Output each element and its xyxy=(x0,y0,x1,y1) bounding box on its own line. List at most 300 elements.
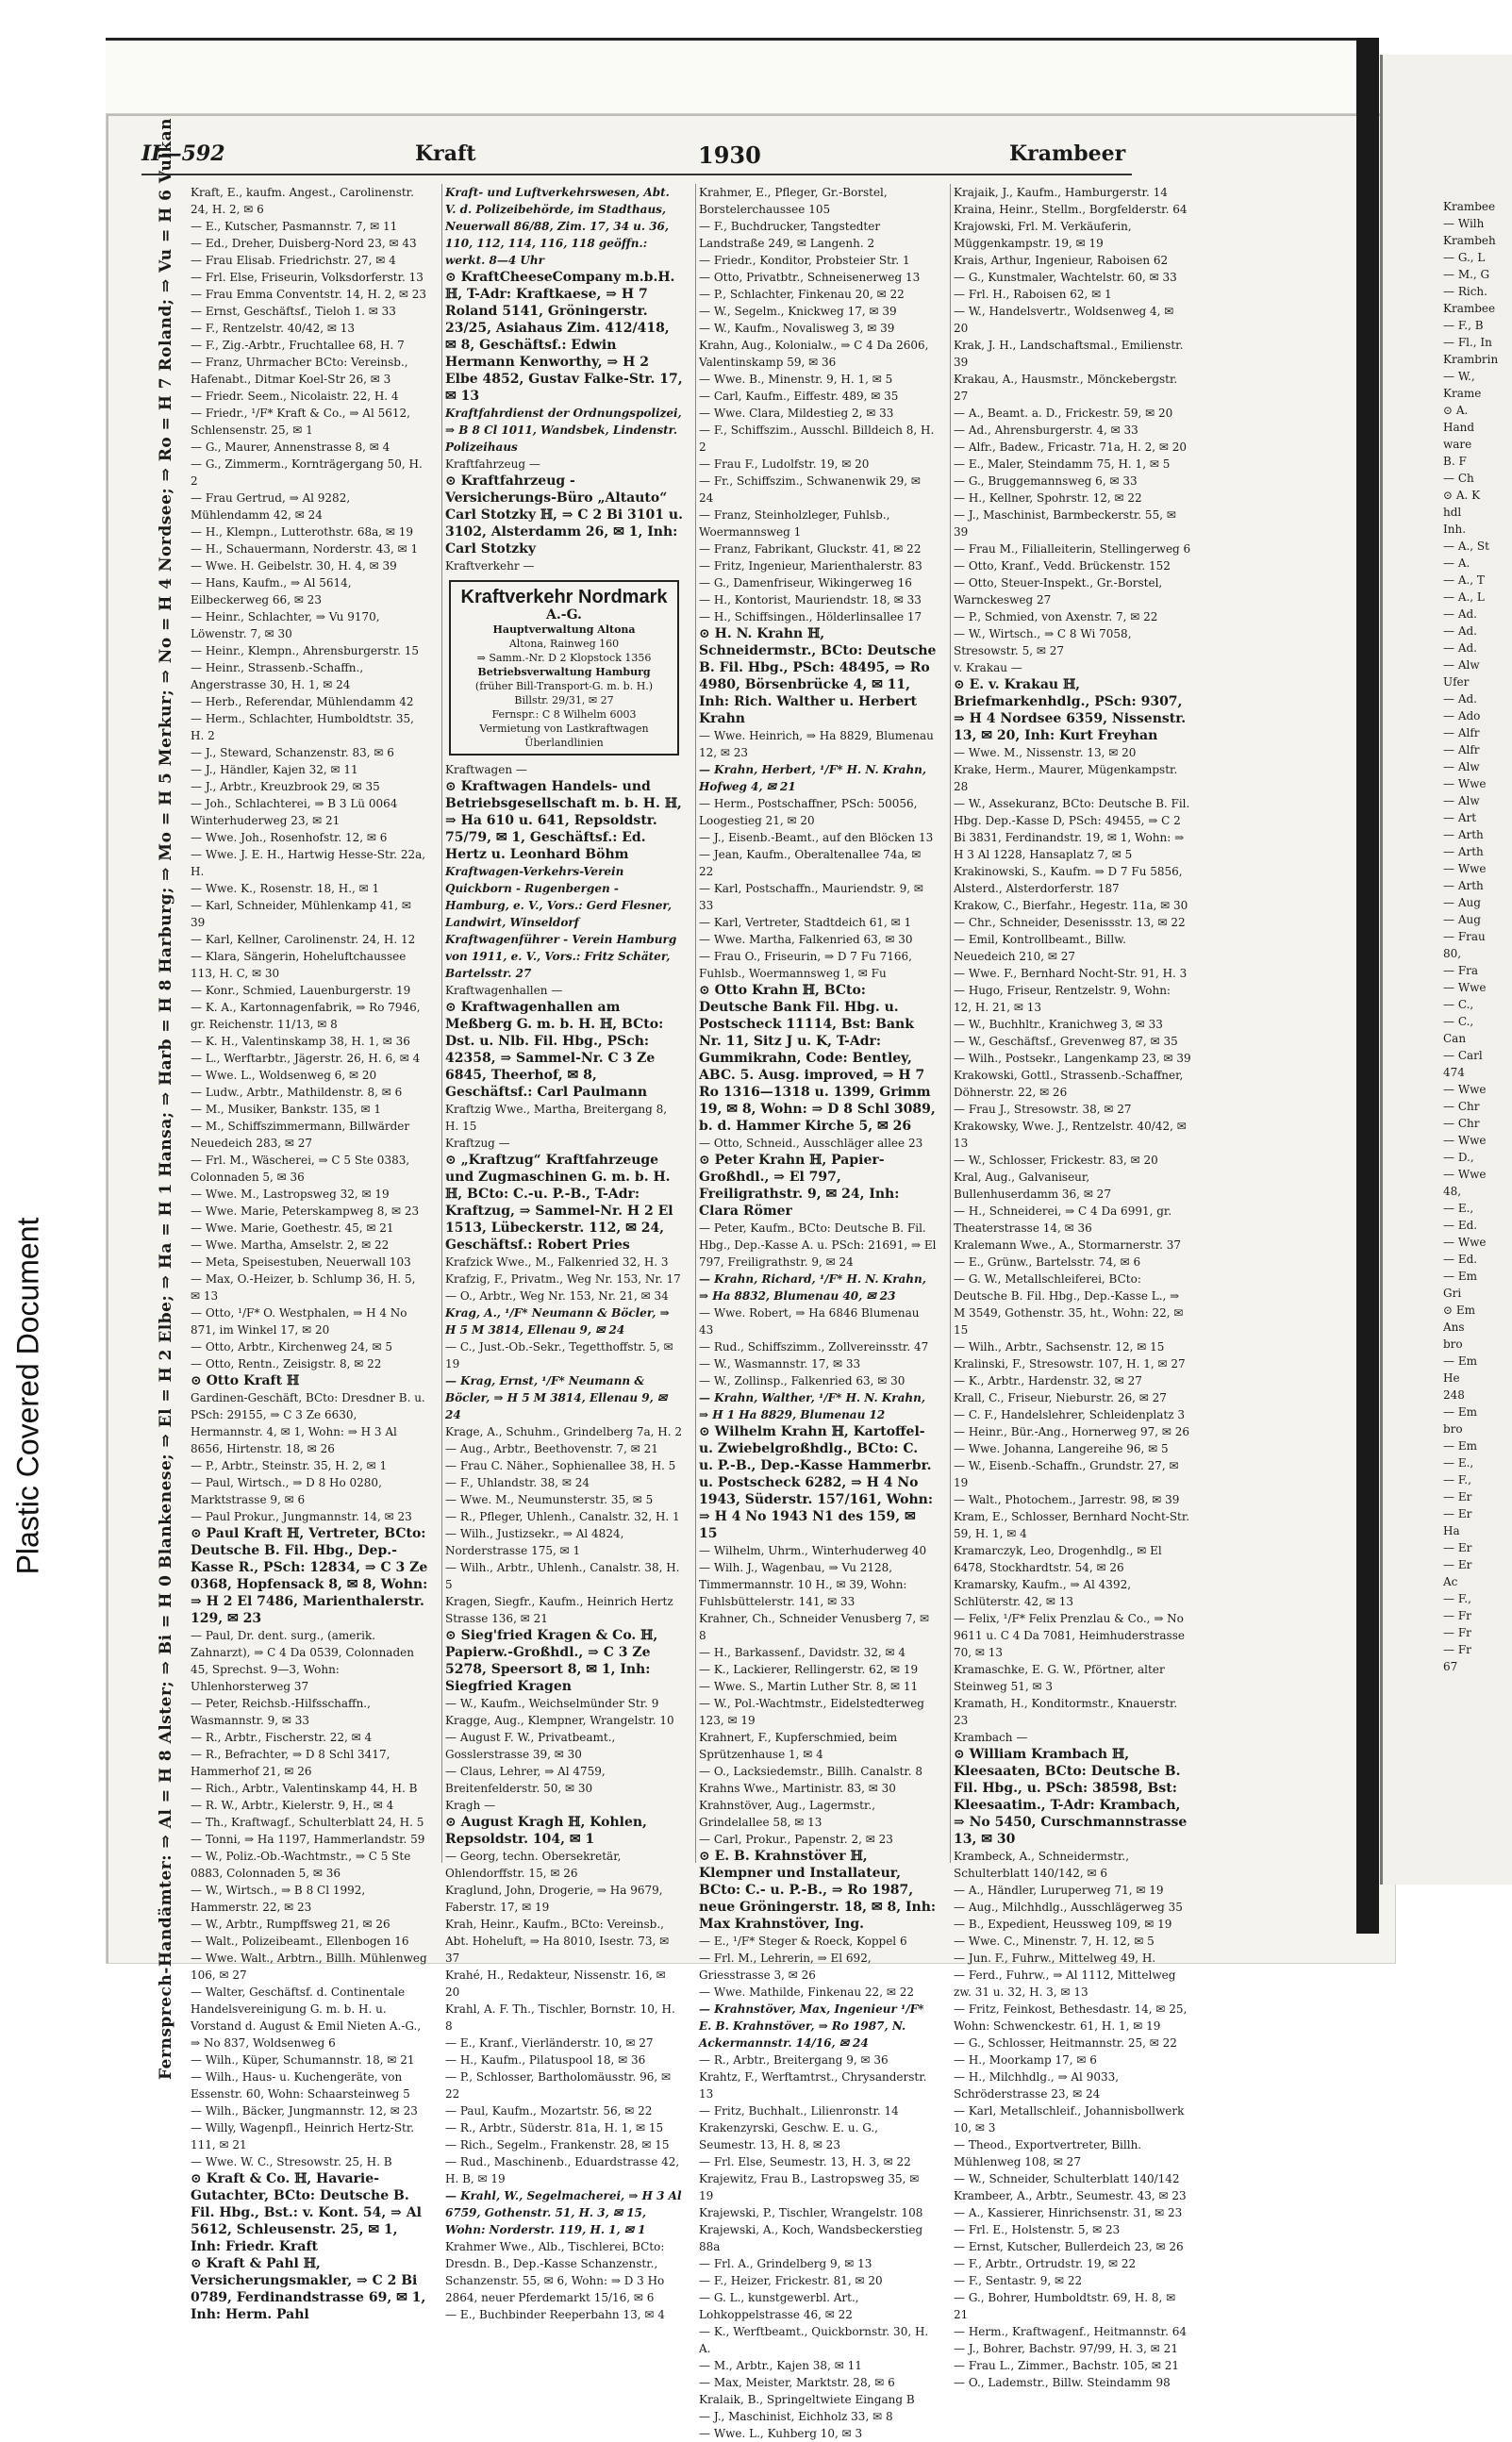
directory-entry: ⊙ William Krambach ℍ, Kleesaaten, BCto: Deutsche B. Fil. Hbg., u. PSch: 38598, Bst: Kleesaatim., T-Adr: Krambach, ⇒ No 5450, Curschmannstrasse 13, ✉ 30 xyxy=(954,1747,1188,1847)
ad-line: Fernspr.: C 8 Wilhelm 6003 xyxy=(491,708,637,721)
facing-page-fragment: Krambee xyxy=(1443,302,1496,315)
facing-page-fragment: — Ed. xyxy=(1443,1253,1478,1266)
facing-page-fragment: — E., xyxy=(1443,1202,1474,1215)
page-header xyxy=(141,141,1126,172)
directory-entry: — W., Poliz.-Ob.-Wachtmstr., ⇒ C 5 Ste 0883, Colonnaden 5, ✉ 36 xyxy=(191,1850,411,1880)
directory-entry: — K., Lackierer, Rellingerstr. 62, ✉ 19 xyxy=(699,1663,919,1676)
directory-entry: — H., Milchhdlg., ⇒ Al 9033, Schröderstrasse 23, ✉ 24 xyxy=(954,2070,1120,2101)
directory-entry: — Heinr., Klempn., Ahrensburgerstr. 15 xyxy=(191,644,420,657)
directory-entry: — G. L., kunstgewerbl. Art., Lohkoppelstrasse 46, ✉ 22 xyxy=(699,2291,859,2321)
directory-entry: Krage, A., Schuhm., Grindelberg 7a, H. 2 xyxy=(445,1425,682,1438)
facing-page-fragment: bro xyxy=(1443,1337,1463,1351)
facing-page-fragment: bro xyxy=(1443,1422,1463,1436)
directory-entry: ⊙ Kraftwagen Handels- und Betriebsgesellschaft m. b. H. ℍ, ⇒ Ha 610 u. 641, Repsoldstr. 75/79, ✉ 1, Geschäftsf.: Ed. Hertz u. Leonhard Böhm xyxy=(445,779,682,862)
directory-entry: Krahl, A. F. Th., Tischler, Bornstr. 10, H. 8 xyxy=(445,2002,675,2033)
directory-entry: — F., Sentastr. 9, ✉ 22 xyxy=(954,2274,1083,2287)
facing-page-fragment: — G., L xyxy=(1443,251,1486,264)
facing-page-fragment: Inh. xyxy=(1443,523,1467,536)
directory-entry: Gardinen-Geschäft, BCto: Dresdner B. u. PSch: 29155, ⇒ C 3 Ze 6630, Hermannstr. 4, ✉ 1, Wohn: ⇒ H 3 Al 8656, Hirtenstr. 18, ✉ 26 xyxy=(191,1391,425,1455)
facing-page-fragment: B. F xyxy=(1443,455,1467,468)
directory-entry: — G., Maurer, Annenstrasse 8, ✉ 4 xyxy=(191,440,390,454)
directory-entry: v. Krakau — xyxy=(954,661,1022,674)
directory-entry: — Walt., Polizeibeamt., Ellenbogen 16 xyxy=(191,1935,409,1948)
directory-entry: Krahn, Aug., Kolonialw., ⇒ C 4 Da 2606, Valentinskamp 59, ✉ 36 xyxy=(699,339,929,369)
directory-entry: — Peter, Reichsb.-Hilfsschaffn., Wasmannstr. 9, ✉ 33 xyxy=(191,1697,371,1727)
directory-entry: Kraftverkehr — xyxy=(445,559,535,573)
facing-page-fragment: 67 xyxy=(1443,1660,1458,1673)
directory-entry: Krahnstöver, Aug., Lagermstr., Grindelallee 58, ✉ 13 xyxy=(699,1799,876,1829)
facing-page-fragment: — Ad. xyxy=(1443,641,1477,655)
directory-entry: — H., Moorkamp 17, ✉ 6 xyxy=(954,2053,1097,2067)
facing-page-fragment: — F., xyxy=(1443,1473,1471,1487)
facing-page-fragment: hdl xyxy=(1443,506,1462,519)
directory-entry: ⊙ Otto Kraft ℍ xyxy=(191,1373,300,1388)
facing-page-fragment: — Art xyxy=(1443,811,1477,824)
directory-entry: Krafzick Wwe., M., Falkenried 32, H. 3 xyxy=(445,1255,669,1269)
facing-page-fragment: — F., B xyxy=(1443,319,1484,332)
directory-entry: — Paul Prokur., Jungmannstr. 14, ✉ 23 xyxy=(191,1510,412,1523)
facing-page-fragment: — Wwe xyxy=(1443,1134,1487,1147)
directory-entry: Krakowski, Gottl., Strassenb.-Schaffner, Döhnerstr. 22, ✉ 26 xyxy=(954,1069,1184,1099)
facing-page-fragment: — Aug xyxy=(1443,913,1481,926)
directory-entry: — Frau M., Filialleiterin, Stellingerweg 6 xyxy=(954,542,1191,556)
directory-entry: — Paul, Wirtsch., ⇒ D 8 Ho 0280, Marktstrasse 9, ✉ 6 xyxy=(191,1476,382,1506)
directory-entry: — Krahn, Walther, ¹/F* H. N. Krahn, ⇒ H 1 Ha 8829, Blumenau 12 xyxy=(699,1391,925,1421)
facing-page-fragment: ⊙ A. K xyxy=(1443,489,1481,502)
directory-entry: ⊙ Sieg'fried Kragen & Co. ℍ, Papierw.-Großhdl., ⇒ C 3 Ze 5278, Speersort 8, ✉ 1, Inh: Siegfried Kragen xyxy=(445,1628,658,1694)
ad-line: Hauptverwaltung Altona xyxy=(492,623,636,636)
facing-page-fragment: — Wwe xyxy=(1443,777,1487,790)
directory-entry: — Wilh., Justizsekr., ⇒ Al 4824, Norderstrasse 175, ✉ 1 xyxy=(445,1527,624,1557)
directory-entry: — Wwe. B., Minenstr. 9, H. 1, ✉ 5 xyxy=(699,373,893,386)
directory-entry: Krambach — xyxy=(954,1731,1028,1744)
directory-entry: ⊙ Peter Krahn ℍ, Papier-Großhdl., ⇒ El 797, Freiligrathstr. 9, ✉ 24, Inh: Clara Römer xyxy=(699,1153,900,1219)
facing-page-fragment: — Arth xyxy=(1443,879,1484,892)
directory-entry: — Wwe. M., Lastropsweg 32, ✉ 19 xyxy=(191,1188,390,1201)
facing-page-fragment: — E., xyxy=(1443,1456,1474,1470)
directory-entry: — Ernst, Geschäftsf., Tieloh 1. ✉ 33 xyxy=(191,305,396,318)
directory-entry: ⊙ KraftCheeseCompany m.b.H. ℍ, T-Adr: Kraftkaese, ⇒ H 7 Roland 5141, Gröningerstr. 23/25, Asiahaus Zim. 412/418, ✉ 8, Geschäftsf.: Edwin Hermann Kenworthy, ⇒ H 2 Elbe 4852, Gustav Falke-Str. 17, ✉ 13 xyxy=(445,270,683,404)
directory-entry: — R., Arbtr., Fischerstr. 22, ✉ 4 xyxy=(191,1731,373,1744)
directory-entry: — G., Schlosser, Heitmannstr. 25, ✉ 22 xyxy=(954,2036,1177,2050)
directory-entry: — Heinr., Schlachter, ⇒ Vu 9170, Löwenstr. 7, ✉ 30 xyxy=(191,610,380,640)
facing-page-fragment: — F., xyxy=(1443,1592,1471,1605)
ad-line: ⇒ Samm.-Nr. D 2 Klopstock 1356 xyxy=(476,652,652,664)
directory-entry: — W., Kaufm., Weichselmünder Str. 9 xyxy=(445,1697,659,1710)
directory-entry: — Frau Elisab. Friedrichstr. 27, ✉ 4 xyxy=(191,254,396,267)
directory-entry: ⊙ Kraft & Pahl ℍ, Versicherungsmakler, ⇒ C 2 Bi 0789, Ferdinandstrasse 69, ✉ 1, Inh: Herm. Pahl xyxy=(191,2256,426,2322)
directory-entry: — Carl, Kaufm., Eiffestr. 489, ✉ 35 xyxy=(699,390,899,403)
directory-entry: — Jun. F., Fuhrw., Mittelweg 49, H. xyxy=(954,1952,1156,1965)
directory-entry: — Walt., Photochem., Jarrestr. 98, ✉ 39 xyxy=(954,1493,1180,1506)
directory-entry: ⊙ Otto Krahn ℍ, BCto: Deutsche Bank Fil. Hbg. u. Postscheck 11114, Bst: Bank Nr. 11, Sitz J u. K, T-Adr: Gummikrahn, Code: Bentley, ABC. 5. Ausg. improved, ⇒ H 7 Ro 1316—1318 u. 1399, Grimm 19, ✉ 8, Wohn: ⇒ D 8 Schl 3089, b. d. Hammer Kirche 5, ✉ 26 xyxy=(699,983,936,1134)
directory-entry: — Georg, techn. Obersekretär, Ohlendorffstr. 15, ✉ 26 xyxy=(445,1850,622,1880)
directory-entry: — Wwe. Clara, Mildestieg 2, ✉ 33 xyxy=(699,407,894,420)
facing-page-fragment: — M., G xyxy=(1443,268,1490,281)
directory-entry: — R., Arbtr., Süderstr. 81a, H. 1, ✉ 15 xyxy=(445,2121,664,2135)
directory-entry: — Otto, Kranf., Vedd. Brückenstr. 152 xyxy=(954,559,1171,573)
directory-entry: Kram, E., Schlosser, Bernhard Nocht-Str. 59, H. 1, ✉ 4 xyxy=(954,1510,1190,1540)
ad-line: Vermietung von Lastkraftwagen xyxy=(479,723,649,735)
directory-entry: — G., Kunstmaler, Wachtelstr. 60, ✉ 33 xyxy=(954,271,1177,284)
directory-entry: Krall, C., Friseur, Nieburstr. 26, ✉ 27 xyxy=(954,1391,1167,1404)
directory-entry: — Max, O.-Heizer, b. Schlump 36, H. 5, ✉ 13 xyxy=(191,1272,416,1303)
directory-entry: — W., Zollinsp., Falkenried 63, ✉ 30 xyxy=(699,1374,906,1387)
facing-page-fragment: — A., T xyxy=(1443,573,1485,587)
directory-entry: — W., Segelm., Knickweg 17, ✉ 39 xyxy=(699,305,897,318)
directory-entry: Kral, Aug., Galvaniseur, Bullenhuserdamm 36, ✉ 27 xyxy=(954,1171,1111,1201)
facing-page-fragment: — Er xyxy=(1443,1507,1472,1520)
facing-page-fragment: — C., xyxy=(1443,998,1474,1011)
facing-page-fragment: — Wilh xyxy=(1443,217,1485,230)
directory-entry: — W., Wasmannstr. 17, ✉ 33 xyxy=(699,1357,861,1371)
directory-entry: Kraftfahrdienst der Ordnungspolizei, ⇒ B 8 Cl 1011, Wandsbek, Lindenstr. Polizeihaus xyxy=(445,407,682,454)
directory-entry: — J., Eisenb.-Beamt., auf den Blöcken 13 xyxy=(699,831,934,844)
directory-entry: — Wwe. Heinrich, ⇒ Ha 8829, Blumenau 12, ✉ 23 xyxy=(699,729,934,759)
directory-entry: — Wilh., Küper, Schumannstr. 18, ✉ 21 xyxy=(191,2053,415,2067)
directory-entry: — Heinr., Bür.-Ang., Hornerweg 97, ✉ 26 xyxy=(954,1425,1190,1438)
facing-page-fragment: Ha xyxy=(1443,1524,1460,1537)
directory-entry: — Frl. M., Wäscherei, ⇒ C 5 Ste 0383, Colonnaden 5, ✉ 36 xyxy=(191,1154,410,1184)
directory-entry: — Krahn, Herbert, ¹/F* H. N. Krahn, Hofweg 4, ✉ 21 xyxy=(699,763,927,793)
directory-entry: — Krahn, Richard, ¹/F* H. N. Krahn, ⇒ Ha 8832, Blumenau 40, ✉ 23 xyxy=(699,1272,926,1303)
directory-entry: Krambeck, A., Schneidermstr., Schulterblatt 140/142, ✉ 6 xyxy=(954,1850,1130,1880)
facing-page-fragment: — Fra xyxy=(1443,964,1479,977)
facing-page-fragment: 474 xyxy=(1443,1066,1465,1079)
directory-entry: Krake, Herm., Maurer, Mügenkampstr. 28 xyxy=(954,763,1178,793)
facing-page-fragment: — Wwe xyxy=(1443,1168,1487,1181)
directory-entry: Krajowski, Frl. M. Verkäuferin, Müggenkampstr. 19, ✉ 19 xyxy=(954,220,1132,250)
directory-entry: Kralaik, B., Springeltwiete Eingang B xyxy=(699,2393,915,2406)
directory-entry: Kraft, E., kaufm. Angest., Carolinenstr. 24, H. 2, ✉ 6 xyxy=(191,186,414,216)
directory-entry: — M., Arbtr., Kajen 38, ✉ 11 xyxy=(699,2359,862,2372)
directory-entry: Kramaschke, E. G. W., Pförtner, alter Steinweg 51, ✉ 3 xyxy=(954,1663,1165,1693)
facing-page-fragment: — Alw xyxy=(1443,658,1480,672)
directory-entry: — Heinr., Strassenb.-Schaffn., Angerstrasse 30, H. 1, ✉ 24 xyxy=(191,661,364,691)
directory-entry: Kraftwagen — xyxy=(445,763,527,776)
directory-entry: — Herm., Kraftwagenf., Heitmannstr. 64 xyxy=(954,2325,1187,2338)
directory-entry: ⊙ H. N. Krahn ℍ, Schneidermstr., BCto: Deutsche B. Fil. Hbg., PSch: 48495, ⇒ Ro 4980, Börsenbrücke 4, ✉ 11, Inh: Rich. Walther u. Herbert Krahn xyxy=(699,626,937,726)
directory-entry: — Frl. Else, Friseurin, Volksdorferstr. 13 xyxy=(191,271,424,284)
directory-entry: — Frau J., Stresowstr. 38, ✉ 27 xyxy=(954,1103,1132,1116)
header-keyword-left: Kraft xyxy=(415,141,476,166)
directory-entry: — Frau L., Zimmer., Bachstr. 105, ✉ 21 xyxy=(954,2359,1180,2372)
directory-entry: — H., Kellner, Spohrstr. 12, ✉ 22 xyxy=(954,491,1142,505)
facing-page-fragment: — Ad. xyxy=(1443,692,1477,706)
directory-entry: — Fritz, Ingenieur, Marienthalerstr. 83 xyxy=(699,559,922,573)
directory-entry: — Wwe. H. Geibelstr. 30, H. 4, ✉ 39 xyxy=(191,559,397,573)
directory-entry: Kraft- und Luftverkehrswesen, Abt. V. d. Polizeibehörde, im Stadthaus, Neuerwall 86/88, Zim. 17, 34 u. 36, 110, 112, 114, 116, 118 geöffn.: werkt. 8—4 Uhr xyxy=(445,186,670,267)
facing-page-fragment: — C., xyxy=(1443,1015,1474,1028)
directory-entry: — Wwe. Martha, Falkenried 63, ✉ 30 xyxy=(699,933,913,946)
directory-entry: — Ed., Dreher, Duisberg-Nord 23, ✉ 43 xyxy=(191,237,417,250)
directory-entry: — H., Kaufm., Pilatuspool 18, ✉ 36 xyxy=(445,2053,646,2067)
directory-entry: Kraftwagen-Verkehrs-Verein Quickborn - Rugenbergen - Hamburg, e. V., Vors.: Gerd Flesner, Landwirt, Winseldorf xyxy=(445,865,673,929)
directory-entry: — Herm., Schlachter, Humboldtstr. 35, H. 2 xyxy=(191,712,414,742)
directory-entry: — A., Händler, Luruperweg 71, ✉ 19 xyxy=(954,1884,1164,1897)
directory-entry: — Frau F., Ludolfstr. 19, ✉ 20 xyxy=(699,457,870,471)
directory-entry: — Meta, Speisestuben, Neuerwall 103 xyxy=(191,1255,411,1269)
directory-entry: — J., Maschinist, Eichholz 33, ✉ 8 xyxy=(699,2410,893,2423)
directory-entry: — C., Just.-Ob.-Sekr., Tegetthoffstr. 5, ✉ 19 xyxy=(445,1340,673,1371)
directory-entry: Krah, Heinr., Kaufm., BCto: Vereinsb., Abt. Hoheluft, ⇒ Ha 8010, Isestr. 73, ✉ 37 xyxy=(445,1918,670,1965)
directory-entry: Krakenzyrski, Geschw. E. u. G., Seumestr. 13, H. 8, ✉ 23 xyxy=(699,2121,878,2151)
facing-page-fragment: — Alw xyxy=(1443,794,1480,807)
directory-entry: — G. W., Metallschleiferei, BCto: Deutsche B. Fil. Hbg., Dep.-Kasse L., ⇒ M 3549, Gothenstr. 35, ht., Wohn: 22, ✉ 15 xyxy=(954,1272,1184,1337)
directory-entry: — Alfr., Badew., Fricastr. 71a, H. 2, ✉ 20 xyxy=(954,440,1188,454)
directory-entry: ⊙ Kraft & Co. ℍ, Havarie-Gutachter, BCto: Deutsche B. Fil. Hbg., Bst.: v. Kont. 54, ⇒ Al 5612, Schleusenstr. 25, ✉ 1, Inh: Friedr. Kraft xyxy=(191,2171,422,2254)
directory-entry: — Krahnstöver, Max, Ingenieur ¹/F* E. B. Krahnstöver, ⇒ Ro 1987, N. Ackermannstr. 14/16, ✉ 24 xyxy=(699,2002,924,2050)
facing-page-fragment: ⊙ Em xyxy=(1443,1304,1476,1317)
directory-entry: — Fritz, Buchhalt., Lilienronstr. 14 xyxy=(699,2104,899,2118)
directory-entry: — Wilh., Arbtr., Sachsenstr. 12, ✉ 15 xyxy=(954,1340,1165,1354)
directory-entry: — R., Pfleger, Uhlenh., Canalstr. 32, H. 1 xyxy=(445,1510,680,1523)
directory-entry: Krahner, Ch., Schneider Venusberg 7, ✉ 8 xyxy=(699,1612,930,1642)
directory-entry: — W., Arbtr., Rumpffsweg 21, ✉ 26 xyxy=(191,1918,390,1931)
directory-column-1 xyxy=(191,184,428,2322)
directory-entry: — Ernst, Kutscher, Bullerdeich 23, ✉ 26 xyxy=(954,2240,1184,2253)
directory-entry: — K., Werftbeamt., Quickbornstr. 30, H. A. xyxy=(699,2325,929,2355)
directory-entry: — Franz, Fabrikant, Gluckstr. 41, ✉ 22 xyxy=(699,542,922,556)
directory-entry: — Wwe. M., Neumunsterstr. 35, ✉ 5 xyxy=(445,1493,654,1506)
directory-entry: — W., Eisenb.-Schaffn., Grundstr. 27, ✉ 19 xyxy=(954,1459,1179,1489)
directory-entry: Kragh — xyxy=(445,1799,496,1812)
ad-line: Überlandlinien xyxy=(524,737,604,749)
directory-entry: — Emil, Kontrollbeamt., Billw. Neuedeich 210, ✉ 27 xyxy=(954,933,1126,963)
facing-page-fragment: 48, xyxy=(1443,1185,1462,1198)
directory-entry: — Frl. E., Holstenstr. 5, ✉ 23 xyxy=(954,2223,1121,2236)
directory-entry: — Peter, Kaufm., BCto: Deutsche B. Fil. Hbg., Dep.-Kasse A. u. PSch: 21691, ⇒ El 797, Freiligrathstr. 9, ✉ 24 xyxy=(699,1221,937,1269)
directory-entry: — P., Schlosser, Bartholomäusstr. 96, ✉ 22 xyxy=(445,2070,672,2101)
facing-page-fragment: — Arth xyxy=(1443,845,1484,858)
directory-entry: — Wwe. Joh., Rosenhofstr. 12, ✉ 6 xyxy=(191,831,388,844)
directory-entry: Krakowsky, Wwe. J., Rentzelstr. 40/42, ✉ 13 xyxy=(954,1120,1187,1150)
directory-entry: — Karl, Postschaffn., Mauriendstr. 9, ✉ 33 xyxy=(699,882,923,912)
directory-entry: — J., Bohrer, Bachstr. 97/99, H. 3, ✉ 21 xyxy=(954,2342,1178,2355)
facing-page-fragment: — Ado xyxy=(1443,709,1481,723)
page-number: II—592 xyxy=(141,141,225,166)
directory-entry: — Ferd., Fuhrw., ⇒ Al 1112, Mittelweg zw. 31 u. 32, H. 3, ✉ 13 xyxy=(954,1969,1176,1999)
facing-page-fragment: — Ad. xyxy=(1443,607,1477,621)
header-rule xyxy=(141,174,1132,175)
directory-entry: — R. W., Arbtr., Kielerstr. 9, H., ✉ 4 xyxy=(191,1799,394,1812)
directory-entry: — Willy, Wagenpfl., Heinrich Hertz-Str. 111, ✉ 21 xyxy=(191,2121,415,2151)
facing-page-fragment: — Fr xyxy=(1443,1609,1471,1622)
directory-entry: Kragge, Aug., Klempner, Wrangelstr. 10 xyxy=(445,1714,674,1727)
side-label: Plastic Covered Document xyxy=(10,1217,45,1575)
facing-page-fragment: He xyxy=(1443,1371,1460,1385)
directory-entry: — Karl, Vertreter, Stadtdeich 61, ✉ 1 xyxy=(699,916,912,929)
directory-entry: — E., Grünw., Bartelsstr. 74, ✉ 6 xyxy=(954,1255,1141,1269)
directory-entry: — Karl, Kellner, Carolinenstr. 24, H. 12 xyxy=(191,933,416,946)
facing-page-fragment: ware xyxy=(1443,438,1472,451)
directory-entry: — Wilhelm, Uhrm., Winterhuderweg 40 xyxy=(699,1544,927,1557)
directory-entry: — Wilh., Bäcker, Jungmannstr. 12, ✉ 23 xyxy=(191,2104,418,2118)
facing-page-column xyxy=(1443,198,1509,1675)
directory-entry: — Frau Emma Conventstr. 14, H. 2, ✉ 23 xyxy=(191,288,427,301)
directory-entry: — H., Kontorist, Mauriendstr. 18, ✉ 33 xyxy=(699,593,922,606)
directory-entry: — Karl, Schneider, Mühlenkamp 41, ✉ 39 xyxy=(191,899,411,929)
directory-entry: — F., Schiffszim., Ausschl. Billdeich 8, H. 2 xyxy=(699,424,935,454)
facing-page-fragment: — Alfr xyxy=(1443,726,1480,739)
directory-entry: — Hugo, Friseur, Rentzelstr. 9, Wohn: 12, H. 21, ✉ 13 xyxy=(954,984,1171,1014)
column-divider xyxy=(950,184,951,1863)
directory-entry: — Wwe. Marie, Goethestr. 45, ✉ 21 xyxy=(191,1221,394,1235)
directory-entry: ⊙ Kraftfahrzeug - Versicherungs-Büro „Altauto“ Carl Stotzky ℍ, ⇒ C 2 Bi 3101 u. 3102, Alsterdamm 26, ✉ 1, Inh: Carl Stotzky xyxy=(445,473,683,557)
directory-entry: Krajewski, P., Tischler, Wrangelstr. 108 xyxy=(699,2206,923,2219)
directory-entry: ⊙ August Kragh ℍ, Kohlen, Repsoldstr. 104, ✉ 1 xyxy=(445,1815,647,1847)
directory-entry: — Jean, Kaufm., Oberaltenallee 74a, ✉ 22 xyxy=(699,848,922,878)
ad-line: Altona, Rainweg 160 xyxy=(508,638,620,650)
directory-entry: — Otto, Steuer-Inspekt., Gr.-Borstel, Warnckesweg 27 xyxy=(954,576,1163,606)
directory-entry: Krahtz, F., Werftamtrst., Chrysanderstr. 13 xyxy=(699,2070,927,2101)
directory-entry: Kralinski, F., Stresowstr. 107, H. 1, ✉ 27 xyxy=(954,1357,1186,1371)
directory-entry: — W., Handelsvertr., Woldsenweg 4, ✉ 20 xyxy=(954,305,1174,335)
facing-page-fragment: — A., L xyxy=(1443,590,1485,604)
directory-entry: — W., Assekuranz, BCto: Deutsche B. Fil. Hbg. Dep.-Kasse D, PSch: 49455, ⇒ C 2 Bi 3831, Ferdinandstr. 19, ✉ 1, Wohn: ⇒ H 3 Al 1228, Hansaplatz 7, ✉ 5 xyxy=(954,797,1190,861)
directory-entry: — Wwe. S., Martin Luther Str. 8, ✉ 11 xyxy=(699,1680,919,1693)
header-keyword-right: Krambeer xyxy=(1009,141,1126,166)
header-year: 1930 xyxy=(698,141,761,169)
column-divider xyxy=(441,184,442,1863)
directory-entry: — Otto, Privatbtr., Schneisenerweg 13 xyxy=(699,271,921,284)
facing-page-fragment: ⊙ A. xyxy=(1443,404,1469,417)
directory-entry: — Wwe. Walt., Arbtrn., Billh. Mühlenweg 106, ✉ 27 xyxy=(191,1952,427,1982)
directory-entry: ⊙ Paul Kraft ℍ, Vertreter, BCto: Deutsche B. Fil. Hbg., Dep.-Kasse R., PSch: 12834, ⇒ C 3 Ze 0368, Hopfensack 8, ✉ 8, Wohn: ⇒ H 2 El 7486, Marienthalerstr. 129, ✉ 23 xyxy=(191,1526,428,1626)
directory-entry: — Fr., Schiffszim., Schwanenwik 29, ✉ 24 xyxy=(699,474,921,505)
directory-entry: — M., Schiffszimmermann, Billwärder Neuedeich 283, ✉ 27 xyxy=(191,1120,410,1150)
directory-entry: — E., Kutscher, Pasmannstr. 7, ✉ 11 xyxy=(191,220,398,233)
facing-page-fragment: — Aug xyxy=(1443,896,1481,909)
facing-page-fragment: — Chr xyxy=(1443,1100,1480,1113)
directory-entry: — Wilh. J., Wagenbau, ⇒ Vu 2128, Timmermannstr. 10 H., ✉ 39, Wohn: Fuhlsbüttelerstr. 141, ✉ 33 xyxy=(699,1561,907,1608)
directory-entry: Krafzig, F., Privatm., Weg Nr. 153, Nr. 17 xyxy=(445,1272,681,1286)
directory-entry: — Aug., Milchhdlg., Ausschlägerweg 35 xyxy=(954,1901,1183,1914)
directory-entry: — P., Schlachter, Finkenau 20, ✉ 22 xyxy=(699,288,905,301)
directory-entry: Krajewski, A., Koch, Wandsbeckerstieg 88a xyxy=(699,2223,923,2253)
directory-entry: — Karl, Metallschleif., Johannisbollwerk 10, ✉ 3 xyxy=(954,2104,1185,2135)
directory-entry: — Joh., Schlachterei, ⇒ B 3 Lü 0064 Winterhuderweg 23, ✉ 21 xyxy=(191,797,398,827)
directory-entry: — Frl. M., Lehrerin, ⇒ El 692, Griesstrasse 3, ✉ 26 xyxy=(699,1952,872,1982)
directory-entry: — H., Schneiderei, ⇒ C 4 Da 6991, gr. Theaterstrasse 14, ✉ 36 xyxy=(954,1204,1172,1235)
facing-page-fragment: — Wwe xyxy=(1443,981,1487,994)
directory-entry: — P., Schmied, von Axenstr. 7, ✉ 22 xyxy=(954,610,1158,623)
directory-entry: Kraftwagenhallen — xyxy=(445,984,563,997)
directory-entry: — A., Kassierer, Hinrichsenstr. 31, ✉ 23 xyxy=(954,2206,1183,2219)
facing-page-fragment: Gri xyxy=(1443,1287,1462,1300)
directory-entry: — Ludw., Arbtr., Mathildenstr. 8, ✉ 6 xyxy=(191,1086,403,1099)
directory-entry: — P., Arbtr., Steinstr. 35, H. 2, ✉ 1 xyxy=(191,1459,388,1472)
directory-entry: — J., Händler, Kajen 32, ✉ 11 xyxy=(191,763,358,776)
directory-entry: — O., Arbtr., Weg Nr. 153, Nr. 21, ✉ 34 xyxy=(445,1289,669,1303)
facing-page-fragment: — Rich. xyxy=(1443,285,1487,298)
directory-entry: — Frl. A., Grindelberg 9, ✉ 13 xyxy=(699,2257,872,2270)
directory-column-4 xyxy=(954,184,1191,2389)
directory-entry: — J., Steward, Schanzenstr. 83, ✉ 6 xyxy=(191,746,394,759)
directory-entry: — Rud., Schiffszimm., Zollvereinsstr. 47 xyxy=(699,1340,929,1354)
directory-entry: — W., Schneider, Schulterblatt 140/142 xyxy=(954,2172,1180,2185)
directory-entry: Krahé, H., Redakteur, Nissenstr. 16, ✉ 20 xyxy=(445,1969,666,1999)
directory-entry: — K. H., Valentinskamp 38, H. 1, ✉ 36 xyxy=(191,1035,410,1048)
directory-entry: — Fritz, Feinkost, Bethesdastr. 14, ✉ 25, Wohn: Schwenckestr. 61, H. 1, ✉ 19 xyxy=(954,2002,1188,2033)
directory-entry: Kramath, H., Konditormstr., Knauerstr. 23 xyxy=(954,1697,1178,1727)
directory-entry: — Rich., Arbtr., Valentinskamp 44, H. B xyxy=(191,1782,418,1795)
directory-entry: — Wwe. C., Minenstr. 7, H. 12, ✉ 5 xyxy=(954,1935,1155,1948)
facing-page-fragment: Ac xyxy=(1443,1575,1458,1588)
facing-page-fragment: — Fl., In xyxy=(1443,336,1492,349)
directory-entry: — R., Arbtr., Breitergang 9, ✉ 36 xyxy=(699,2053,889,2067)
facing-page-fragment: — Er xyxy=(1443,1558,1472,1571)
directory-entry: — F., Zig.-Arbtr., Fruchtallee 68, H. 7 xyxy=(191,339,405,352)
directory-entry: Kraftzig Wwe., Martha, Breitergang 8, H. 15 xyxy=(445,1103,668,1133)
directory-entry: Krak, J. H., Landschaftsmal., Emilienstr. 39 xyxy=(954,339,1184,369)
directory-entry: — G., Bruggemannsweg 6, ✉ 33 xyxy=(954,474,1138,488)
ad-line: Betriebsverwaltung Hamburg xyxy=(477,666,651,678)
directory-entry: Krag, A., ¹/F* Neumann & Böcler, ⇒ H 5 M 3814, Ellenau 9, ✉ 24 xyxy=(445,1306,670,1337)
directory-entry: Krajewitz, Frau B., Lastropsweg 35, ✉ 19 xyxy=(699,2172,920,2202)
facing-page-fragment: — Ch xyxy=(1443,472,1474,485)
facing-page-fragment: — Em xyxy=(1443,1439,1477,1453)
facing-page-fragment: — W., xyxy=(1443,370,1475,383)
directory-entry: Krakinowski, S., Kaufm. ⇒ D 7 Fu 5856, Alsterd., Alsterdorferstr. 187 xyxy=(954,865,1183,895)
facing-page-fragment: Ans xyxy=(1443,1321,1465,1334)
directory-entry: — K., Arbtr., Hardenstr. 32, ✉ 27 xyxy=(954,1374,1142,1387)
directory-entry: — L., Werftarbtr., Jägerstr. 26, H. 6, ✉ 4 xyxy=(191,1052,421,1065)
facing-page-fragment: — Carl xyxy=(1443,1049,1483,1062)
directory-entry: — F., Buchdrucker, Tangstedter Landstraße 249, ✉ Langenh. 2 xyxy=(699,220,881,250)
directory-column-3 xyxy=(699,184,937,2440)
directory-entry: — Franz, Uhrmacher BCto: Vereinsb., Hafenabt., Ditmar Koel-Str 26, ✉ 3 xyxy=(191,356,408,386)
directory-entry: — Herm., Postschaffner, PSch: 50056, Loogestieg 21, ✉ 20 xyxy=(699,797,918,827)
directory-entry: — Rich., Segelm., Frankenstr. 28, ✉ 15 xyxy=(445,2138,670,2151)
advertisement-box xyxy=(449,580,679,756)
directory-entry: — W., Kaufm., Novalisweg 3, ✉ 39 xyxy=(699,322,895,335)
directory-entry: — Franz, Steinholzleger, Fuhlsb., Woermannsweg 1 xyxy=(699,508,890,539)
directory-entry: — Rud., Maschinenb., Eduardstrasse 42, H. B, ✉ 19 xyxy=(445,2155,680,2185)
directory-entry: — August F. W., Privatbeamt., Gosslerstrasse 39, ✉ 30 xyxy=(445,1731,616,1761)
facing-page-fragment: Ufer xyxy=(1443,675,1470,689)
facing-page-fragment: — Frau xyxy=(1443,930,1486,943)
directory-entry: Kraftfahrzeug — xyxy=(445,457,540,471)
directory-entry: Kraglund, John, Drogerie, ⇒ Ha 9679, Faberstr. 17, ✉ 19 xyxy=(445,1884,663,1914)
directory-entry: — H., Schauermann, Norderstr. 43, ✉ 1 xyxy=(191,542,419,556)
facing-page-fragment: — Er xyxy=(1443,1490,1472,1503)
directory-entry: — Claus, Lehrer, ⇒ Al 4759, Breitenfelderstr. 50, ✉ 30 xyxy=(445,1765,606,1795)
directory-entry: — G., Damenfriseur, Wikingerweg 16 xyxy=(699,576,912,590)
directory-entry: — M., Musiker, Bankstr. 135, ✉ 1 xyxy=(191,1103,382,1116)
facing-page-fragment: Can xyxy=(1443,1032,1467,1045)
directory-entry: — B., Expedient, Heussweg 109, ✉ 19 xyxy=(954,1918,1172,1931)
directory-entry: — H., Klempn., Lutterothstr. 68a, ✉ 19 xyxy=(191,525,414,539)
directory-column-2 xyxy=(445,184,683,2321)
directory-entry: — Wilh., Postsekr., Langenkamp 23, ✉ 39 xyxy=(954,1052,1191,1065)
facing-page-fragment: — Wwe xyxy=(1443,1236,1487,1249)
directory-entry: — A., Beamt. a. D., Frickestr. 59, ✉ 20 xyxy=(954,407,1173,420)
directory-entry: — Wwe. F., Bernhard Nocht-Str. 91, H. 3 xyxy=(954,967,1188,980)
facing-page-fragment: 80, xyxy=(1443,947,1462,960)
directory-entry: — Wilh., Haus- u. Kuchengeräte, von Essenstr. 60, Wohn: Schaarsteinweg 5 xyxy=(191,2070,410,2101)
directory-entry: — F., Uhlandstr. 38, ✉ 24 xyxy=(445,1476,590,1489)
facing-page-fragment: — Em xyxy=(1443,1405,1477,1419)
facing-page-fragment: — Alw xyxy=(1443,760,1480,773)
fernsprech-band: Fernsprech-Handämter: ⇒ Al = H 8 Alster; ⇒ Bi = H 0 Blankenese; ⇒ El = H 2 Elbe; ⇒ Ha = H 1 Hansa; ⇒ Harb = H 8 Harburg; ⇒ Mo = H 5 Merkur; ⇒ No = H 4 Nordsee; ⇒ Ro = H 7 Roland; ⇒ Vu = H 6 Vulkan xyxy=(157,118,175,2080)
directory-entry: — Chr., Schneider, Desenissstr. 13, ✉ 22 xyxy=(954,916,1186,929)
directory-entry: — E., Maler, Steindamm 75, H. 1, ✉ 5 xyxy=(954,457,1171,471)
directory-entry: — Otto, ¹/F* O. Westphalen, ⇒ H 4 No 871, im Winkel 17, ✉ 20 xyxy=(191,1306,407,1337)
directory-entry: Kragen, Siegfr., Kaufm., Heinrich Hertz Strasse 136, ✉ 21 xyxy=(445,1595,673,1625)
directory-entry: — Wwe. J. E. H., Hartwig Hesse-Str. 22a, H. xyxy=(191,848,426,878)
directory-entry: — Theod., Exportvertreter, Billh. Mühlenweg 108, ✉ 27 xyxy=(954,2138,1142,2168)
